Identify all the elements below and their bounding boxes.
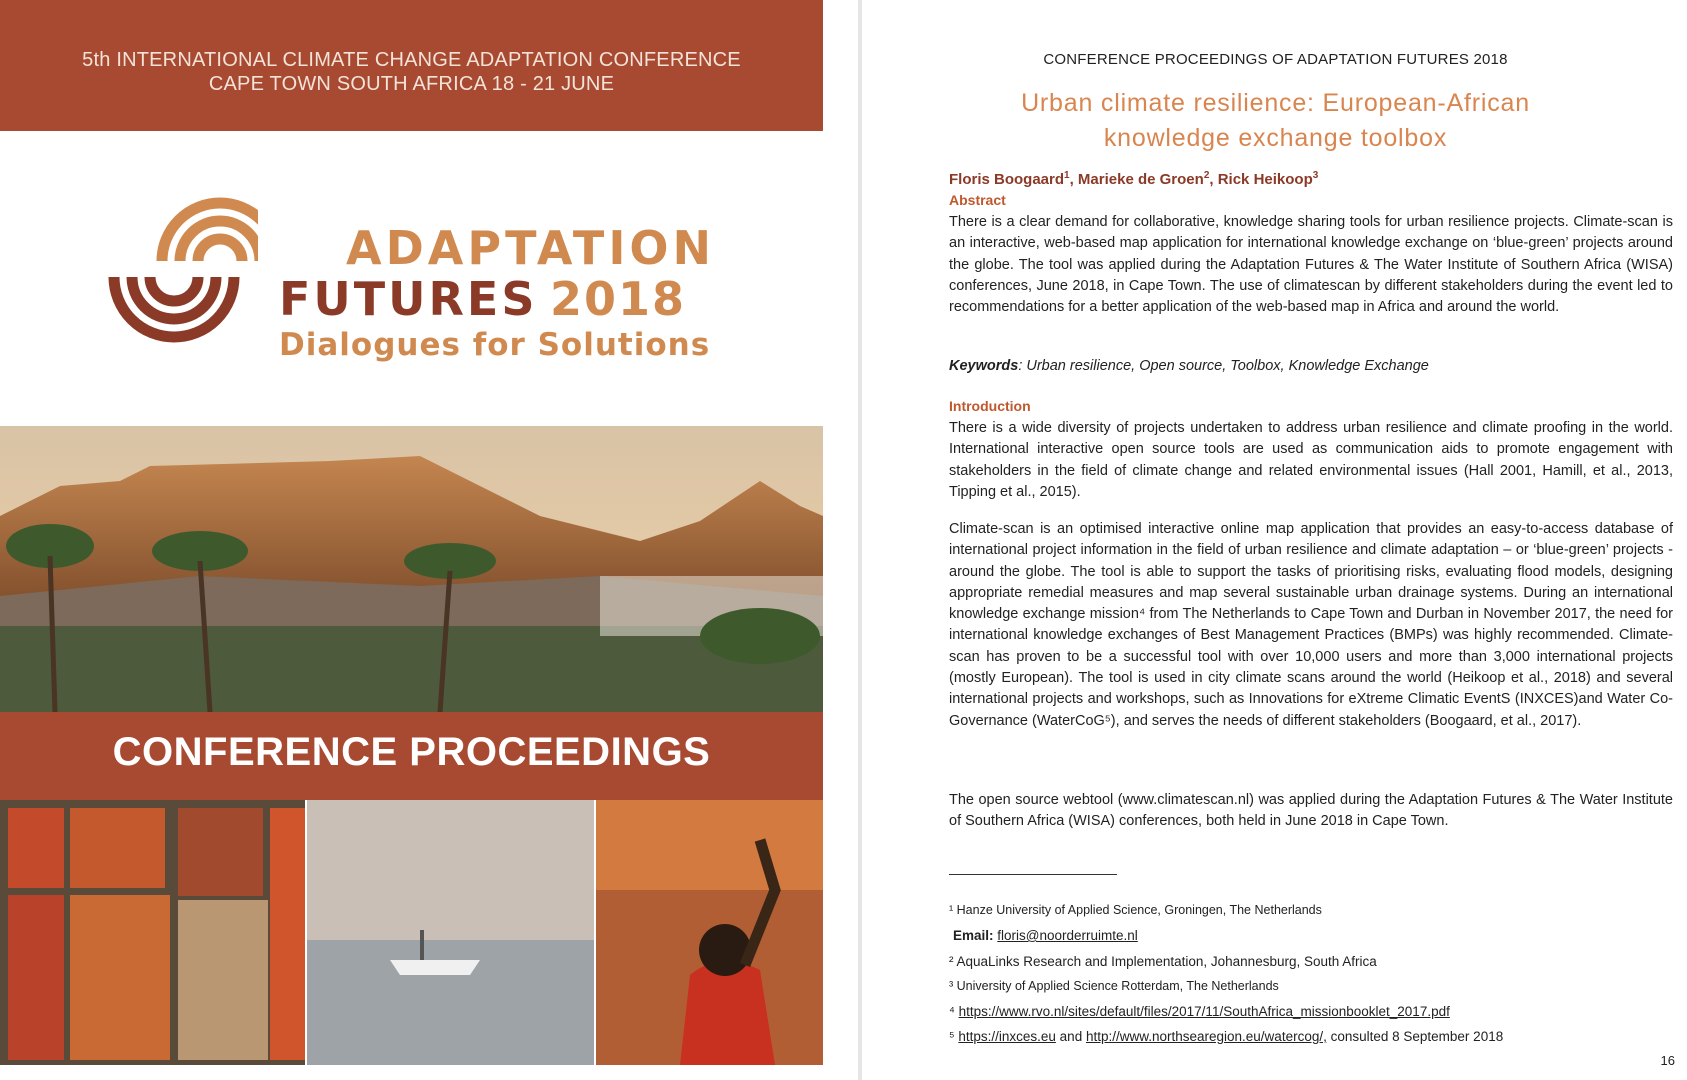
proceedings-label: CONFERENCE PROCEEDINGS [112,730,711,774]
author-name: Marieke de Groen [1077,171,1204,188]
cover-top-banner [0,0,823,131]
author-name: Rick Heikoop [1217,171,1313,188]
cape-town-photo [0,426,823,712]
boat-photo [307,800,594,1065]
proceedings-banner [0,712,823,800]
abstract-text: There is a clear demand for collaborative, knowledge sharing tools for urban resilience projects. Climate-scan is an interactive, web-based map application for international knowledge exchange on ‘blue-green’ projects around the globe. The tool was applied during the Adaptation Futures & The Water Institute of Southern Africa (WISA) conferences, June 2018, in Cape Town. The use of climatescan by different stakeholders during the event led to recommendations for a better application of the web-based map in Africa and around the world. [949,214,1673,316]
footnote-2: ² AquaLinks Research and Implementation, Johannesburg, South Africa [949,954,1377,969]
introduction-paragraph-1: There is a wide diversity of projects undertaken to address urban resilience and climate proofing in the world. International interactive open source tools are used as communication aids to promote engagement with stakeholders in the field of climate change and related environmental issues (Hall 2001, Hamill, et al., 2013, Tipping et al., 2015). [949,420,1673,500]
conference-location-dates: CAPE TOWN SOUTH AFRICA 18 - 21 JUNE [208,73,615,95]
email-label: Email: [953,928,994,943]
keywords [949,358,1429,374]
introduction-paragraph-2: Climate-scan is an optimised interactive online map application that provides an easy-to-access database of international project information in the field of urban resilience and climate adaptation – or ‘blue-green’ projects - around the globe. The tool is able to support the tasks of prioritising risks, evaluating flood models, designing appropriate remedial measures and map several sustainable urban drainage systems. During an international knowledge exchange mission⁴ from The Netherlands to Cape Town and Durban in November 2017, the need for international knowledge exchanges of Best Management Practices (BMPs) was highly recommended. Climate-scan has proven to be a successful tool with over 10,000 users and more than 3,000 international projects (mostly European). The tool is used in city climate scans around the world (Heikoop et al., 2018) and several international projects and workshops, such as Innovations for eXtreme Climatic EventS (INXCES)and Water Co-Governance (WaterCoG⁵), and serves the needs of different stakeholders (Boogaard, et al., 2017). [949,521,1673,729]
logo-word-adaptation: ADAPTATION [346,221,716,275]
arcs-logo-icon [108,189,258,349]
page-spine [858,0,862,1080]
introduction-heading: Introduction [949,398,1031,414]
author-affiliation-mark: 3 [1312,170,1319,181]
watercog-link[interactable]: http://www.northsearegion.eu/watercog/, [1085,1029,1327,1044]
footnote-5 [949,1029,1503,1044]
author-affiliation-mark: 1 [1064,170,1070,181]
author-name: Floris Boogaard [949,171,1065,188]
page-number: 16 [1660,1053,1675,1068]
conference-logo [0,131,823,426]
footnote-3: ³ University of Applied Science Rotterdam, The Netherlands [949,979,1279,993]
logo-word-futures: FUTURES [279,272,538,326]
footnote-divider [949,874,1117,875]
footnote-5-and: and [1055,1029,1086,1044]
paper-title-line-2: knowledge exchange toolbox [1103,124,1448,152]
footnote-4 [949,1004,1450,1019]
logo-year: 2018 [550,272,687,326]
mission-booklet-link[interactable]: https://www.rvo.nl/sites/default/files/2017/11/SouthAfrica_missionbooklet_2017.pdf [958,1004,1450,1019]
introduction-paragraph-3: The open source webtool (www.climatescan.nl) was applied during the Adaptation Futures & The Water Institute of Southern Africa (WISA) conferences, both held in June 2018 in Cape Town. [949,792,1673,830]
footnote-email [953,928,1138,943]
conference-name: 5th INTERNATIONAL CLIMATE CHANGE ADAPTATION CONFERENCE [82,49,741,71]
keywords-label: Keywords [949,358,1019,374]
paper-title-line-1: Urban climate resilience: European-African [1021,89,1530,117]
cover-photo-strip [0,800,823,1065]
cover-page [0,0,823,1080]
market-photo [0,800,305,1065]
logo-tagline: Dialogues for Solutions [279,327,711,363]
keywords-list: : Urban resilience, Open source, Toolbox, Knowledge Exchange [1018,358,1429,374]
footnote-5-mark: ⁵ [949,1029,959,1044]
footnote-4-mark: ⁴ [949,1004,959,1019]
author-list: Floris Boogaard$^1$, Marieke de Groen$^2$, Rick Heikoop$^3$ [949,170,1319,188]
footnote-1: ¹ Hanze University of Applied Science, Groningen, The Netherlands [949,903,1322,917]
footnote-5-consulted: consulted 8 September 2018 [1326,1029,1504,1044]
paper-page [864,0,1687,1080]
email-link[interactable]: floris@noorderruimte.nl [997,928,1138,943]
running-head: CONFERENCE PROCEEDINGS OF ADAPTATION FUTURES 2018 [1043,51,1508,68]
author-affiliation-mark: 2 [1203,170,1210,181]
child-photo [596,800,823,1065]
inxces-link[interactable]: https://inxces.eu [958,1029,1056,1044]
abstract-heading: Abstract [949,192,1006,208]
